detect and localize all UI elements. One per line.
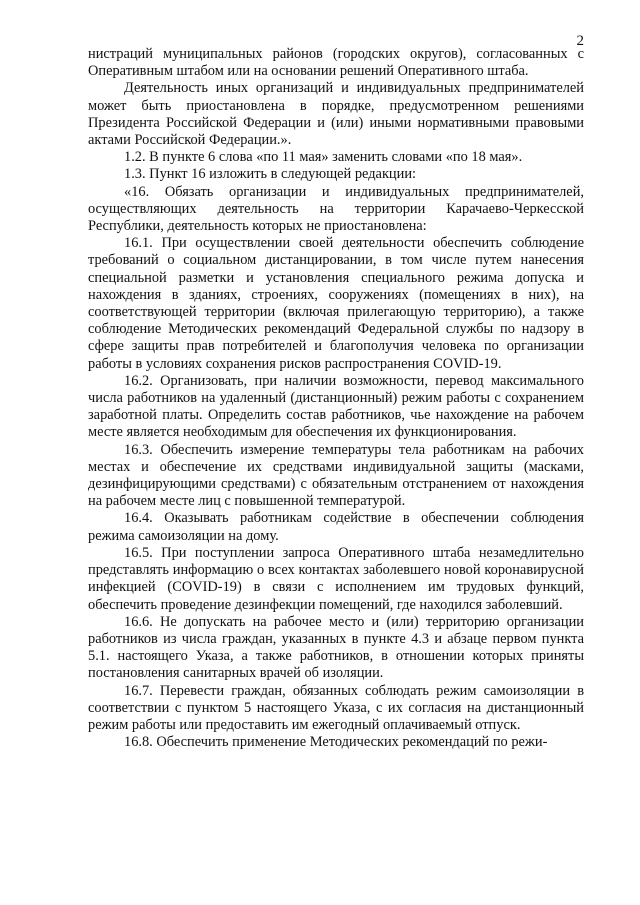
paragraph-16-4: 16.4. Оказывать работникам содействие в обеспечении соблюдения режима самоизоляции на дому.: [88, 510, 584, 544]
paragraph-1-3: 1.3. Пункт 16 изложить в следующей редакции:: [124, 166, 417, 183]
page-number: 2: [576, 33, 584, 49]
paragraph-16-2: 16.2. Организовать, при наличии возможности, перевод максимального числа работников на удаленный (дистанционный) режим работы с сохранением заработной платы. Определить состав работников, чье нахождение на рабочем месте является необходимым для обеспечения их функционирования.: [88, 372, 584, 441]
paragraph-other-organizations: Деятельность иных организаций и индивидуальных предпринимателей может быть приостановлена в порядке, предусмотренном решениями Президента Российской Федерации и (или) иными нормативными правовыми актами Российской Федерации.».: [88, 80, 584, 149]
paragraph-16-1: 16.1. При осуществлении своей деятельности обеспечить соблюдение требований о социальном дистанцировании, в том числе путем нанесения специальной разметки и установления специального режима допуска и нахождения в зданиях, строениях, сооружениях (помещениях в них), на соответствующей территории (включая прилегающую территорию), а также соблюдение Методических рекомендаций Федеральной службы по надзору в сфере защиты прав потребителей и благополучия человека по организации работы в условиях сохранения рисков распространения COVID-19.: [88, 235, 584, 372]
paragraph-16: «16. Обязать организации и индивидуальных предпринимателей, осуществляющих деятельность на территории Карачаево-Черкесской Республики, деятельность которых не приостановлена:: [88, 183, 584, 235]
document-body: [88, 46, 584, 751]
paragraph-16-8: 16.8. Обеспечить применение Методических рекомендаций по режи-: [124, 734, 548, 751]
paragraph-16-6: 16.6. Не допускать на рабочее место и (или) территорию организации работников из числа граждан, указанных в пункте 4.3 и абзаце первом пункта 5.1. настоящего Указа, а также работников, в отношении которых приняты постановления санитарных врачей об изоляции.: [88, 613, 584, 682]
paragraph-16-5: 16.5. При поступлении запроса Оперативного штаба незамедлительно представлять информацию о всех контактах заболевшего новой коронавирусной инфекцией (COVID-19) в связи с исполнением им трудовых функций, обеспечить проведение дезинфекции помещений, где находился заболевший.: [88, 544, 584, 613]
paragraph-continuation: нистраций муниципальных районов (городских округов), согласованных с Оперативным штабом или на основании решений Оперативного штаба.: [88, 46, 584, 80]
paragraph-16-7: 16.7. Перевести граждан, обязанных соблюдать режим самоизоляции в соответствии с пунктом 5 настоящего Указа, с их согласия на дистанционный режим работы или предоставить им ежегодный оплачиваемый отпуск.: [88, 682, 584, 733]
paragraph-1-2: 1.2. В пункте 6 слова «по 11 мая» заменить словами «по 18 мая».: [124, 149, 523, 166]
paragraph-16-3: 16.3. Обеспечить измерение температуры тела работникам на рабочих местах и обеспечение их средствами индивидуальной защиты (масками, дезинфицирующими средствами) с обязательным отстранением от нахождения на рабочем месте лиц с повышенной температурой.: [88, 441, 584, 510]
